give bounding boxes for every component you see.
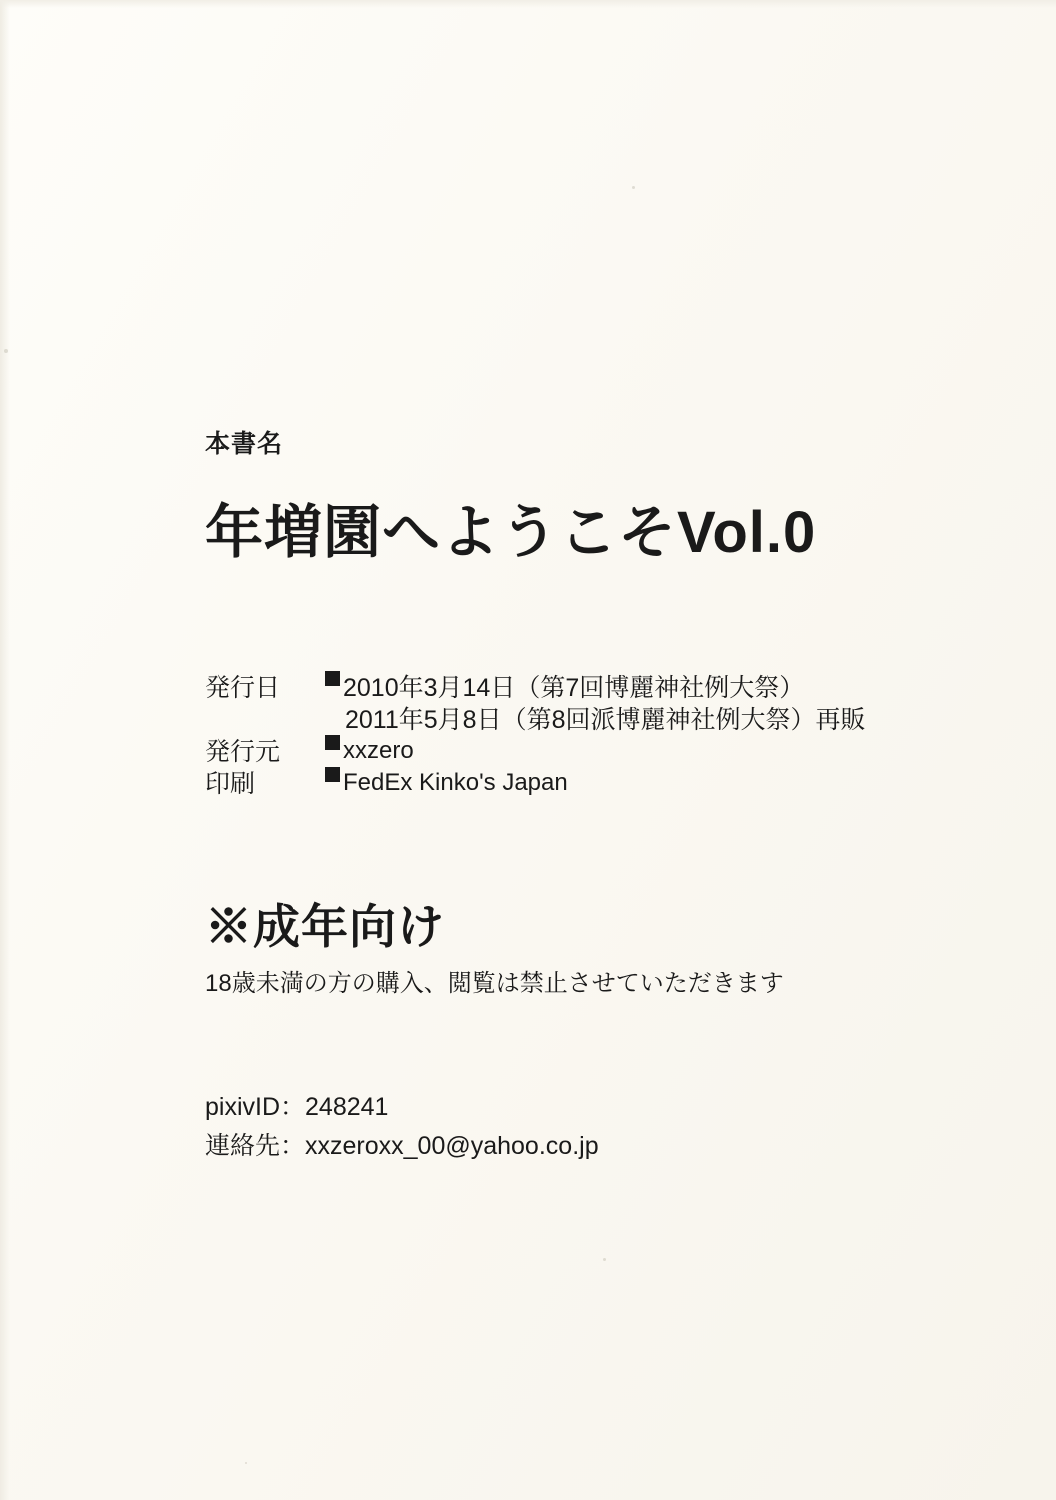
paper-edge-top <box>0 0 1056 8</box>
colophon-table <box>205 672 965 800</box>
colophon-key-printer: 印刷 <box>205 770 256 798</box>
colophon-value-printer: FedEx Kinko's Japan <box>343 769 568 796</box>
contact-pixiv-id: pixivID：248241 <box>205 1093 389 1121</box>
page-title: 年増園へようこそVol.0 <box>205 500 817 565</box>
colophon-key-publish-date: 発行日 <box>205 674 281 702</box>
black-square-bullet-icon <box>325 671 340 686</box>
paper-speck <box>603 1258 606 1261</box>
paper-speck <box>245 1462 247 1464</box>
adult-warning-heading: ※成年向け <box>205 900 445 953</box>
colophon-value-publisher: xxzero <box>343 737 414 764</box>
contact-block <box>205 1088 599 1166</box>
colophon-row-printer <box>205 768 965 800</box>
paper-edge-left <box>0 0 10 1500</box>
paper-speck <box>4 349 8 353</box>
book-title-label: 本書名 <box>205 430 284 458</box>
black-square-bullet-icon <box>325 767 340 782</box>
adult-warning-note: 18歳未満の方の購入、閲覧は禁止させていただきます <box>205 970 784 997</box>
black-square-bullet-icon <box>325 735 340 750</box>
colophon-row-publisher <box>205 736 965 768</box>
colophon-row-publish-date <box>205 672 965 704</box>
colophon-value-publish-date: 2010年3月14日（第7回博麗神社例大祭） <box>343 674 805 702</box>
contact-email: 連絡先：xxzeroxx_00@yahoo.co.jp <box>205 1131 599 1160</box>
colophon-key-publisher: 発行元 <box>205 738 281 766</box>
colophon-reprint-line: 2011年5月8日（第8回派博麗神社例大祭）再販 <box>345 706 866 734</box>
paper-speck <box>632 186 635 189</box>
